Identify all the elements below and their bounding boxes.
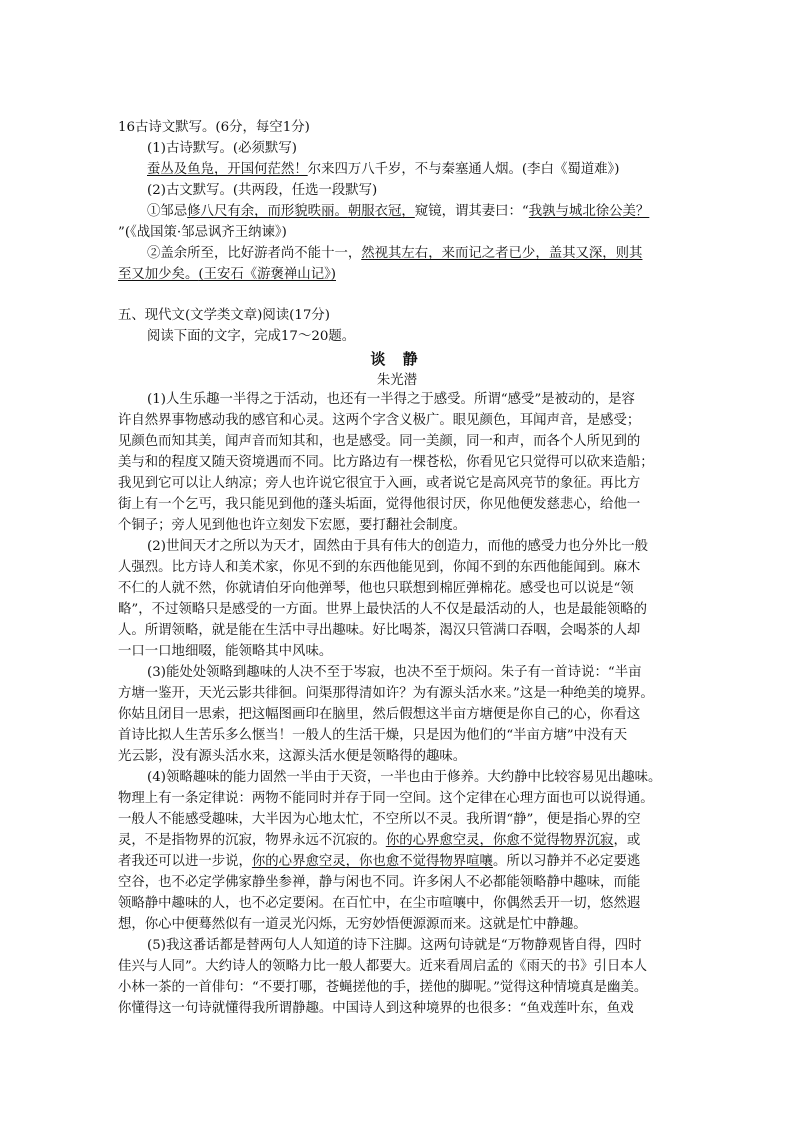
q16-sub1: (1)古诗默写。(必须默写) <box>147 141 297 156</box>
body-line: 个铜子；旁人见到他也许立刻发下宏愿，要打翻社会制度。 <box>118 518 467 533</box>
body-line: 想，你心中便蓦然似有一道灵光闪烁，无穷妙悟便源源而来。这就是忙中静趣。 <box>118 917 587 932</box>
section5-instruction: 阅读下面的文字，完成17～20题。 <box>147 329 356 344</box>
body-line: 光云影，没有源头活水来，这源头活水便是领略得的趣味。 <box>118 749 467 764</box>
text: 。所以习静并不必定要逃 <box>492 854 641 869</box>
text: ，或 <box>613 833 641 848</box>
q16-passage1-source: ”(《战国策·邹忌讽齐王纳谏》) <box>118 225 287 240</box>
body-line: 不仁的人就不然，你就请伯牙向他弹琴，他也只联想到棉匠弹棉花。感受也可以说是“领 <box>118 581 634 596</box>
answer-blank: 修八尺有余，而形貌昳丽。 <box>187 204 348 219</box>
q16-heading: 16古诗文默写。(6分，每空1分) <box>118 120 310 135</box>
body-line: (5)我这番话都是替两句人人知道的诗下注脚。这两句诗就是“万物静观皆自得，四时 <box>147 938 642 953</box>
body-line: (2)世间天才之所以为天才，固然由于具有伟大的创造力，而他的感受力也分外比一般 <box>147 539 649 554</box>
source: (王安石《游褒禅山记》) <box>198 267 336 282</box>
body-line: 我见到它可以让人纳凉；旁人也许说它很宜于入画，或者说它是高风亮节的象征。再比方 <box>118 476 641 491</box>
body-line: 一般人不能感受趣味，大半因为心地太忙，不空所以不灵。我所谓“静”，便是指心界的空 <box>118 812 641 827</box>
body-line: 你姑且闭目一思索，把这幅图画印在脑里，然后假想这半亩方塘便是你自己的心，你看这 <box>118 707 641 722</box>
body-line: 一口一口地细啜，能领略其中风味。 <box>118 644 333 659</box>
body-line: (3)能处处领略到趣味的人决不至于岑寂，也决不至于烦闷。朱子有一首诗说：“半亩 <box>147 665 642 680</box>
section5-heading: 五、现代文(文学类文章)阅读(17分) <box>118 308 331 323</box>
q16-passage2-cont <box>118 265 336 284</box>
body-line <box>118 831 640 850</box>
body-line: 人。所谓领略，就是能在生活中寻出趣味。好比喝茶，渴汉只管满口吞咽，会喝茶的人却 <box>118 623 641 638</box>
body-line: 美与和的程度又随天资境遇而不同。比方路边有一棵苍松，你看见它只觉得可以砍来造船； <box>118 455 654 470</box>
text: 者我还可以进一步说， <box>118 854 252 869</box>
answer-blank: 然视其左右，来而记之者已少，盖其又深，则其 <box>361 246 643 261</box>
answer-blank: 朝服衣冠， <box>347 204 415 219</box>
body-line: 见颜色而知其美，闻声音而知其和，也是感受。同一美颜，同一和声，而各个人所见到的 <box>118 434 641 449</box>
body-line: (1)人生乐趣一半得之于活动，也还有一半得之于感受。所谓“感受”是被动的，是容 <box>147 392 635 407</box>
underlined-sentence: 你的心界愈空灵，你愈不觉得物界沉寂 <box>385 833 614 848</box>
body-line: 首诗比拟人生苦乐多么惬当！一般人的生活干燥，只是因为他们的“半亩方塘”中没有天 <box>118 728 628 743</box>
q16-sub2: (2)古文默写。(共两段，任选一段默写) <box>147 183 378 198</box>
body-line: 领略静中趣味的人，也不必定要闲。在百忙中，在尘市喧嚷中，你偶然丢开一切，悠然遐 <box>118 896 641 911</box>
body-line: 佳兴与人同”。大约诗人的领略力比一般人都要大。近来看周启孟的《雨天的书》引日本人 <box>118 959 648 974</box>
answer-blank: 蚕丛及鱼凫，开国何茫然！ <box>147 162 308 177</box>
text: ①邹忌 <box>147 204 188 219</box>
body-line: 物理上有一条定律说：两物不能同时并存于同一空间。这个定律在心理方面也可以说得通。 <box>118 791 654 806</box>
article-author: 朱光潜 <box>376 373 418 388</box>
text: 灵，不是指物界的沉寂，物界永远不沉寂的。 <box>118 833 386 848</box>
answer-blank: 我孰与城北徐公美？ <box>528 204 650 219</box>
article-title: 谈 静 <box>370 350 424 368</box>
poem-rest: 尔来四万八千岁，不与秦塞通人烟。(李白《蜀道难》) <box>307 162 620 177</box>
body-line: 空谷，也不必定学佛家静坐参禅，静与闲也不同。许多闲人不必都能领略静中趣味，而能 <box>118 875 641 890</box>
text: 窥镜，谓其妻曰：“ <box>414 204 529 219</box>
body-line: 略”，不过领略只是感受的一方面。世界上最快活的人不仅是最活动的人，也是最能领略的 <box>118 602 648 617</box>
body-line: (4)领略趣味的能力固然一半由于天资，一半也由于修养。大约静中比较容易见出趣味。 <box>147 770 662 785</box>
body-line: 方塘一鉴开，天光云影共徘徊。问渠那得清如许？为有源头活水来。”这是一种绝美的境界。 <box>118 686 654 701</box>
body-line <box>118 852 640 871</box>
body-line: 街上有一个乞丐，我只能见到他的蓬头垢面，觉得他很讨厌，你见他便发慈悲心，给他一 <box>118 497 641 512</box>
q16-passage2 <box>147 244 642 263</box>
body-line: 许自然界事物感动我的感官和心灵。这两个字含义极广。眼见颜色，耳闻声音，是感受； <box>118 413 641 428</box>
text: ②盖余所至，比好游者尚不能十一， <box>147 246 362 261</box>
answer-blank: 至又加少矣。 <box>118 267 199 282</box>
q16-line1 <box>147 160 619 179</box>
q16-passage1 <box>147 202 649 221</box>
body-line: 你懂得这一句诗就懂得我所谓静趣。中国诗人到这种境界的也很多：“鱼戏莲叶东，鱼戏 <box>118 1001 634 1016</box>
body-line: 小林一茶的一首俳句：“不要打哪，苍蝇搓他的手，搓他的脚呢。”觉得这种情境真是幽美。 <box>118 980 648 995</box>
body-line: 人强烈。比方诗人和美术家，你见不到的东西他能见到，你闻不到的东西他能闻到。麻木 <box>118 560 641 575</box>
underlined-sentence: 你的心界愈空灵，你也愈不觉得物界喧嚷 <box>251 854 493 869</box>
